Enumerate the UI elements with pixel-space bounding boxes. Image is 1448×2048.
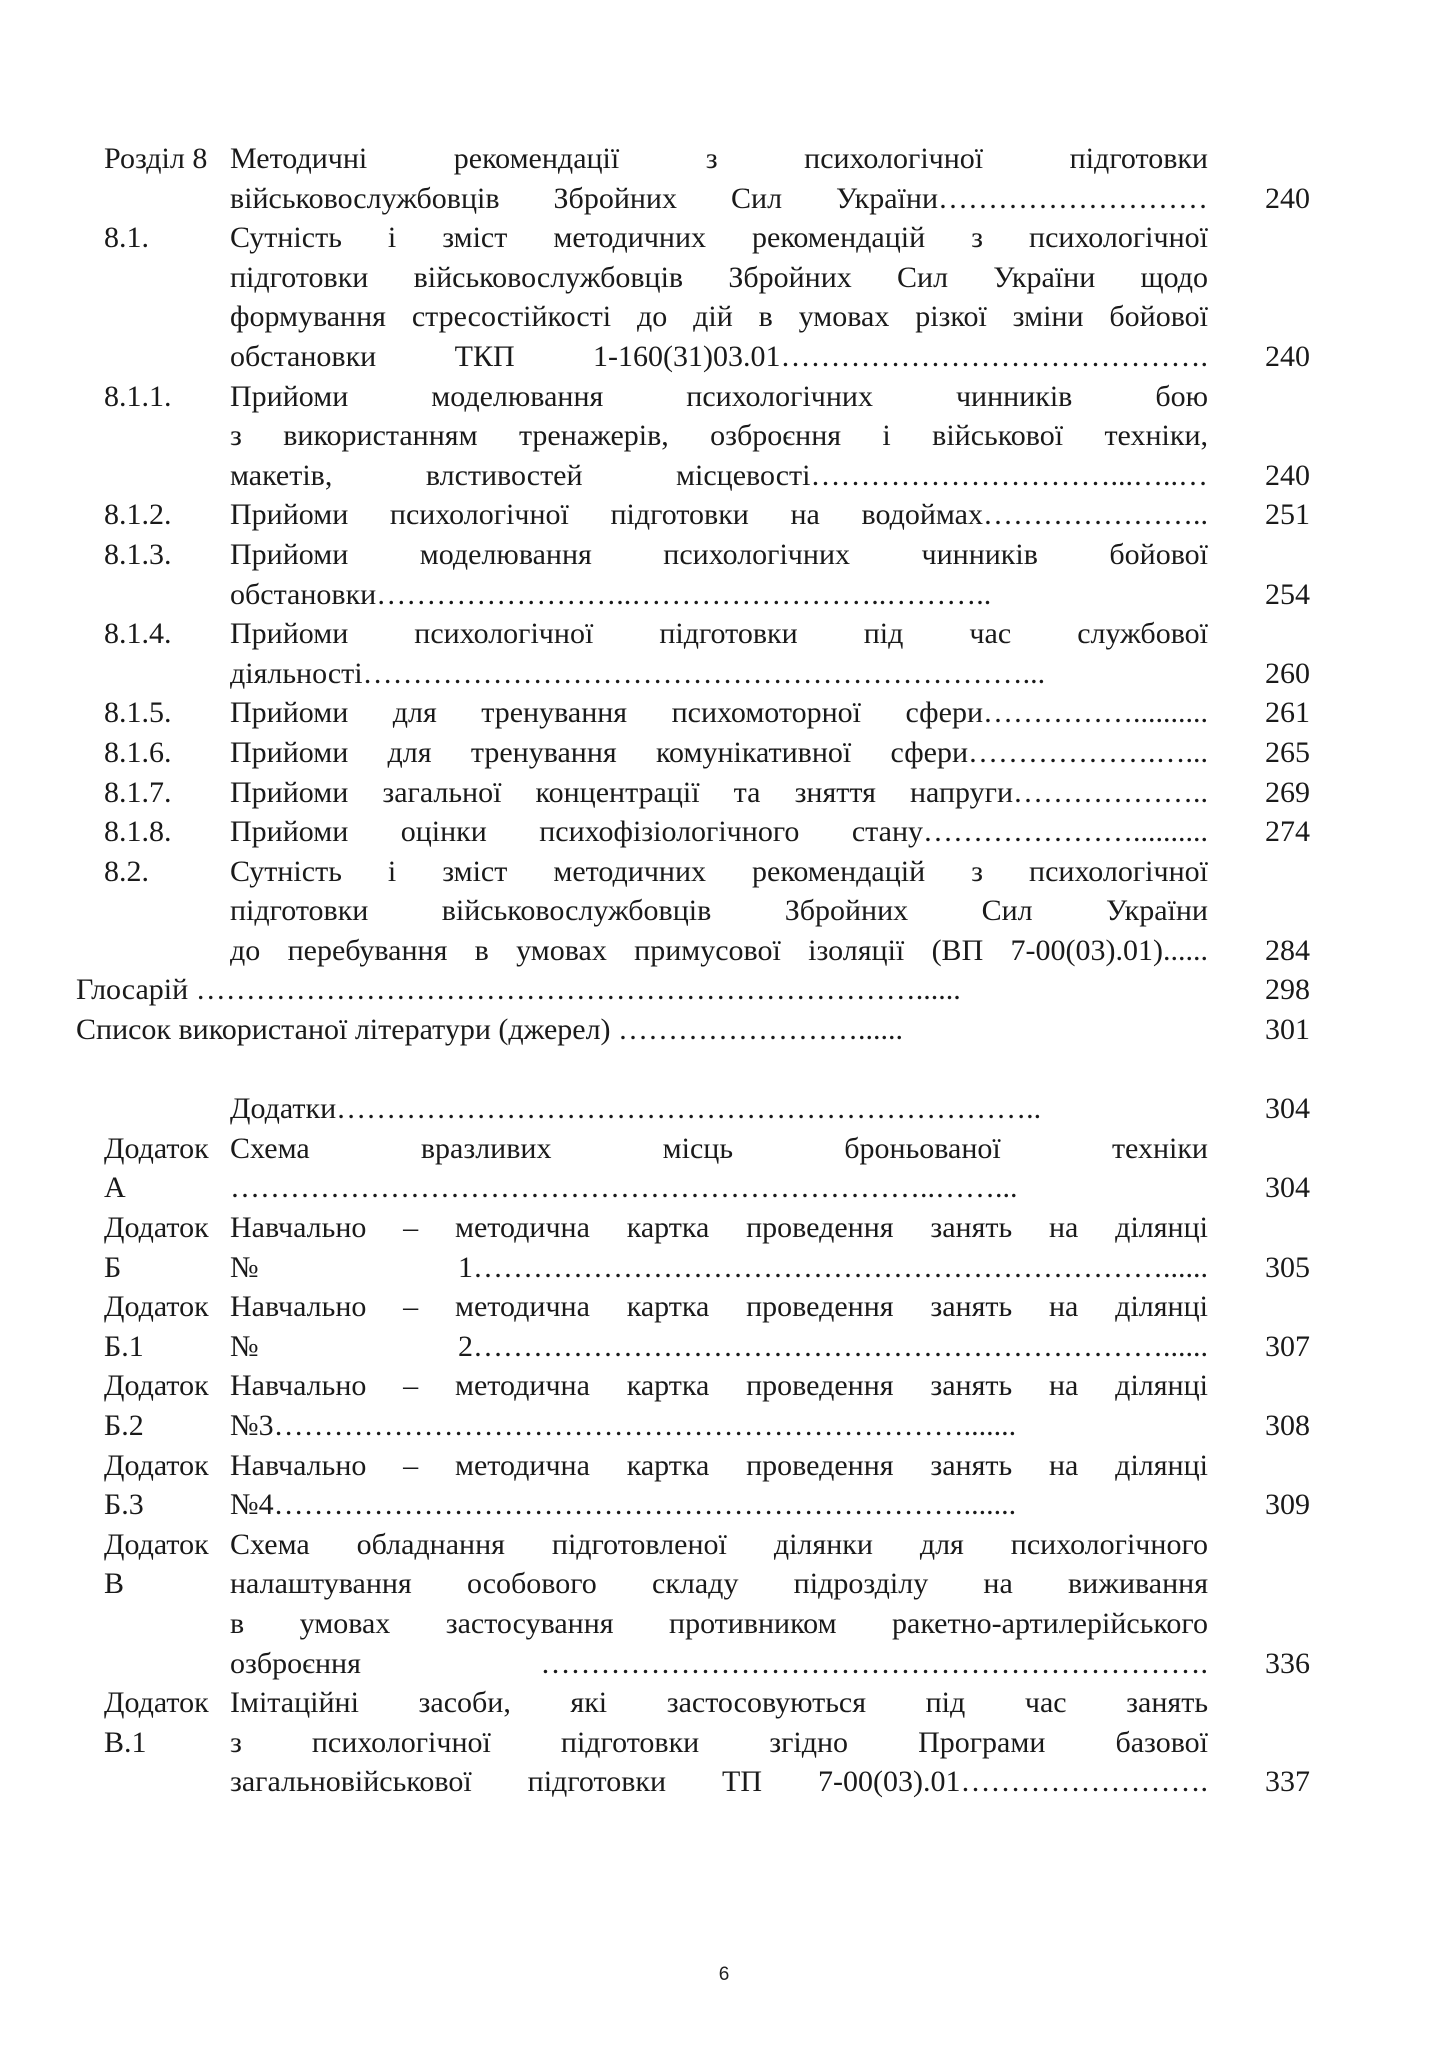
- toc-page-number: 240: [1265, 339, 1310, 373]
- toc-title-line: Прийоми оцінки психофізіологічного стану…………………..........: [230, 815, 1208, 849]
- toc-entry: [90, 218, 1310, 376]
- toc-title-line: Прийоми для тренування комунікативної сфери……………….…...: [230, 735, 1208, 769]
- toc-label: Розділ 8: [104, 142, 208, 175]
- toc-label: 8.1.7.: [104, 775, 172, 809]
- toc-title-line: з використанням тренажерів, озброєння і військової техніки,: [230, 419, 1208, 453]
- toc-title-line: Глосарій ………………………………………………………………......: [76, 973, 961, 1007]
- toc-title: [230, 1129, 1208, 1208]
- toc-title: [230, 1683, 1208, 1802]
- toc-title-line: Прийоми моделювання психологічних чинників бойової: [230, 537, 1208, 571]
- toc-page-number: 269: [1265, 775, 1310, 809]
- toc-label: 8.2.: [104, 854, 149, 888]
- toc-title-line: №4…………………………………………………………….......: [230, 1488, 1017, 1522]
- toc-title-line: Додатки……………………………………………………………..: [230, 1092, 1042, 1126]
- toc-title: [230, 495, 1208, 535]
- toc-page-number: 251: [1265, 498, 1310, 532]
- toc-page-number: 274: [1265, 815, 1310, 849]
- toc-title-line: Прийоми психологічної підготовки під час службової: [230, 617, 1208, 651]
- toc-title: [230, 812, 1208, 852]
- toc-title: [230, 1446, 1208, 1525]
- toc-page-number: 298: [1265, 973, 1310, 1007]
- toc-label: Додаток А: [104, 1131, 209, 1205]
- toc-entry: [90, 1129, 1310, 1208]
- toc-title-line: Імітаційні засоби, які застосовуються під час занять: [230, 1686, 1208, 1720]
- toc-title-line: Прийоми загальної концентрації та зняття напруги………………..: [230, 775, 1208, 809]
- toc-entry: [90, 495, 1310, 535]
- toc-label: 8.1.6.: [104, 735, 172, 769]
- toc-label: 8.1.3.: [104, 537, 172, 571]
- toc-title: [230, 218, 1208, 376]
- toc-entry: [90, 139, 1310, 218]
- toc-label: 8.1.4.: [104, 617, 172, 651]
- toc-entry: [76, 970, 1310, 1010]
- toc-label: 8.1.: [104, 221, 149, 255]
- toc-title-line: ……………………………………………………………..……...: [230, 1171, 1018, 1205]
- toc-label: 8.1.1.: [104, 379, 172, 413]
- toc-title-line: Методичні рекомендації з психологічної підготовки: [230, 142, 1208, 175]
- toc-entry: [90, 1683, 1310, 1802]
- toc-entry: [90, 852, 1310, 971]
- toc-appendices: [90, 1129, 1310, 1802]
- toc-title: [230, 614, 1208, 693]
- toc-title: [230, 693, 1208, 733]
- toc-title-line: обстановки……………………..……………………..………..: [230, 577, 992, 611]
- toc-label: Додаток Б.2: [104, 1369, 209, 1442]
- toc-entry: [90, 1366, 1310, 1445]
- toc-title-line: Схема обладнання підготовленої ділянки для психологічного: [230, 1527, 1208, 1561]
- toc-entry: [90, 377, 1310, 496]
- toc-title: [230, 1089, 1208, 1129]
- toc-label: 8.1.2.: [104, 498, 172, 532]
- toc-page-number: 284: [1265, 933, 1310, 967]
- toc-page-number: 240: [1265, 458, 1310, 492]
- section-gap: [90, 1050, 1310, 1090]
- toc-title: [230, 1366, 1208, 1445]
- toc-page-number: 260: [1265, 656, 1310, 690]
- toc-title-line: військовослужбовців Збройних Сил України………………………: [230, 181, 1208, 215]
- toc-label: Додаток Б.3: [104, 1448, 209, 1522]
- toc-title: [230, 733, 1208, 773]
- toc-title: [230, 1525, 1208, 1683]
- toc-label: Додаток В: [104, 1527, 209, 1601]
- toc-page-number: 265: [1265, 735, 1310, 769]
- toc-title-line: Навчально – методична картка проведення занять на ділянці: [230, 1369, 1208, 1403]
- toc-entry: [90, 773, 1310, 813]
- toc-label: 8.1.5.: [104, 696, 172, 730]
- toc-title-line: з психологічної підготовки згідно Програми базової: [230, 1725, 1208, 1759]
- toc-title: [230, 377, 1208, 496]
- toc-title-line: загальновійськової підготовки ТП 7-00(03).01…………………….: [230, 1765, 1208, 1799]
- toc-title-line: Сутність і зміст методичних рекомендацій з психологічної: [230, 854, 1208, 888]
- toc-page-number: 337: [1265, 1765, 1310, 1799]
- toc-title: [230, 852, 1208, 971]
- toc-title-line: макетів, влстивостей місцевості…………………………...…..…: [230, 458, 1208, 492]
- toc-title-line: № 1……………………………………………………………......: [230, 1250, 1208, 1284]
- toc-label: Додаток Б.1: [104, 1290, 209, 1363]
- toc-back-matter: [76, 970, 1310, 1049]
- toc-title-line: Сутність і зміст методичних рекомендацій з психологічної: [230, 221, 1208, 255]
- toc-title-line: Схема вразливих місць броньованої техніки: [230, 1131, 1208, 1165]
- toc-title-line: Навчально – методична картка проведення занять на ділянці: [230, 1448, 1208, 1482]
- toc-title-line: Прийоми психологічної підготовки на водоймах…………………..: [230, 498, 1208, 532]
- toc-page-number: 304: [1265, 1092, 1310, 1126]
- toc-page-number: 307: [1265, 1329, 1310, 1363]
- toc-page-number: 305: [1265, 1250, 1310, 1284]
- toc-entry: [90, 812, 1310, 852]
- toc-entry: [90, 733, 1310, 773]
- toc-title: [230, 773, 1208, 813]
- toc-page-number: 240: [1265, 181, 1310, 215]
- toc-title-line: підготовки військовослужбовців Збройних Сил України щодо: [230, 260, 1208, 294]
- toc-entry: [90, 693, 1310, 733]
- toc-entry: [90, 1446, 1310, 1525]
- toc-page-number: 304: [1265, 1171, 1310, 1205]
- toc-title-line: озброєння ………………………………………………………….: [230, 1646, 1208, 1680]
- toc-entry: [90, 535, 1310, 614]
- toc-title: [230, 139, 1208, 218]
- toc-title: [76, 1010, 1208, 1050]
- toc-title-line: до перебування в умовах примусової ізоляції (ВП 7-00(03).01)......: [230, 933, 1208, 967]
- toc-title-line: Прийоми моделювання психологічних чинників бою: [230, 379, 1208, 413]
- toc-page-number: 301: [1265, 1013, 1310, 1047]
- toc-title-line: формування стресостійкості до дій в умовах різкої зміни бойової: [230, 300, 1208, 334]
- toc-entry: [90, 1208, 1310, 1287]
- toc-title-line: Навчально – методична картка проведення занять на ділянці: [230, 1290, 1208, 1324]
- toc-entry: [90, 614, 1310, 693]
- toc-title-line: налаштування особового складу підрозділу на виживання: [230, 1567, 1208, 1601]
- toc-title-line: №3…………………………………………………………….......: [230, 1409, 1017, 1442]
- appendix-heading: [90, 1089, 1310, 1129]
- page-number: 6: [718, 1964, 730, 1985]
- toc-page-number: 336: [1265, 1646, 1310, 1680]
- toc-title-line: в умовах застосування противником ракетно-артилерійського: [230, 1606, 1208, 1640]
- toc-title-line: Список використаної літератури (джерел) ……………………......: [76, 1013, 904, 1047]
- toc-title-line: діяльності…………………………………………………………...: [230, 656, 1046, 690]
- toc-page-number: 254: [1265, 577, 1310, 611]
- toc-label: 8.1.8.: [104, 815, 172, 849]
- toc-page-number: 308: [1265, 1409, 1310, 1442]
- toc-title: [230, 1287, 1208, 1366]
- toc-entry: [90, 1287, 1310, 1366]
- table-of-contents: [76, 139, 1310, 1802]
- toc-entry: [90, 1525, 1310, 1683]
- toc-page-number: 261: [1265, 696, 1310, 730]
- toc-title: [230, 1208, 1208, 1287]
- toc-title-line: Навчально – методична картка проведення занять на ділянці: [230, 1211, 1208, 1245]
- toc-title-line: Прийоми для тренування психомоторної сфери……………..........: [230, 696, 1208, 730]
- toc-title-line: підготовки військовослужбовців Збройних Сил України: [230, 894, 1208, 928]
- toc-label: Додаток Б: [104, 1211, 209, 1284]
- toc-title-line: обстановки ТКП 1-160(31)03.01…………………………………….: [230, 339, 1208, 373]
- toc-title-line: № 2……………………………………………………………......: [230, 1329, 1208, 1363]
- toc-entry: [76, 1010, 1310, 1050]
- toc-main-section: [90, 139, 1310, 970]
- toc-label: Додаток В.1: [104, 1686, 209, 1759]
- toc-title: [76, 970, 1208, 1010]
- toc-page-number: 309: [1265, 1488, 1310, 1522]
- toc-title: [230, 535, 1208, 614]
